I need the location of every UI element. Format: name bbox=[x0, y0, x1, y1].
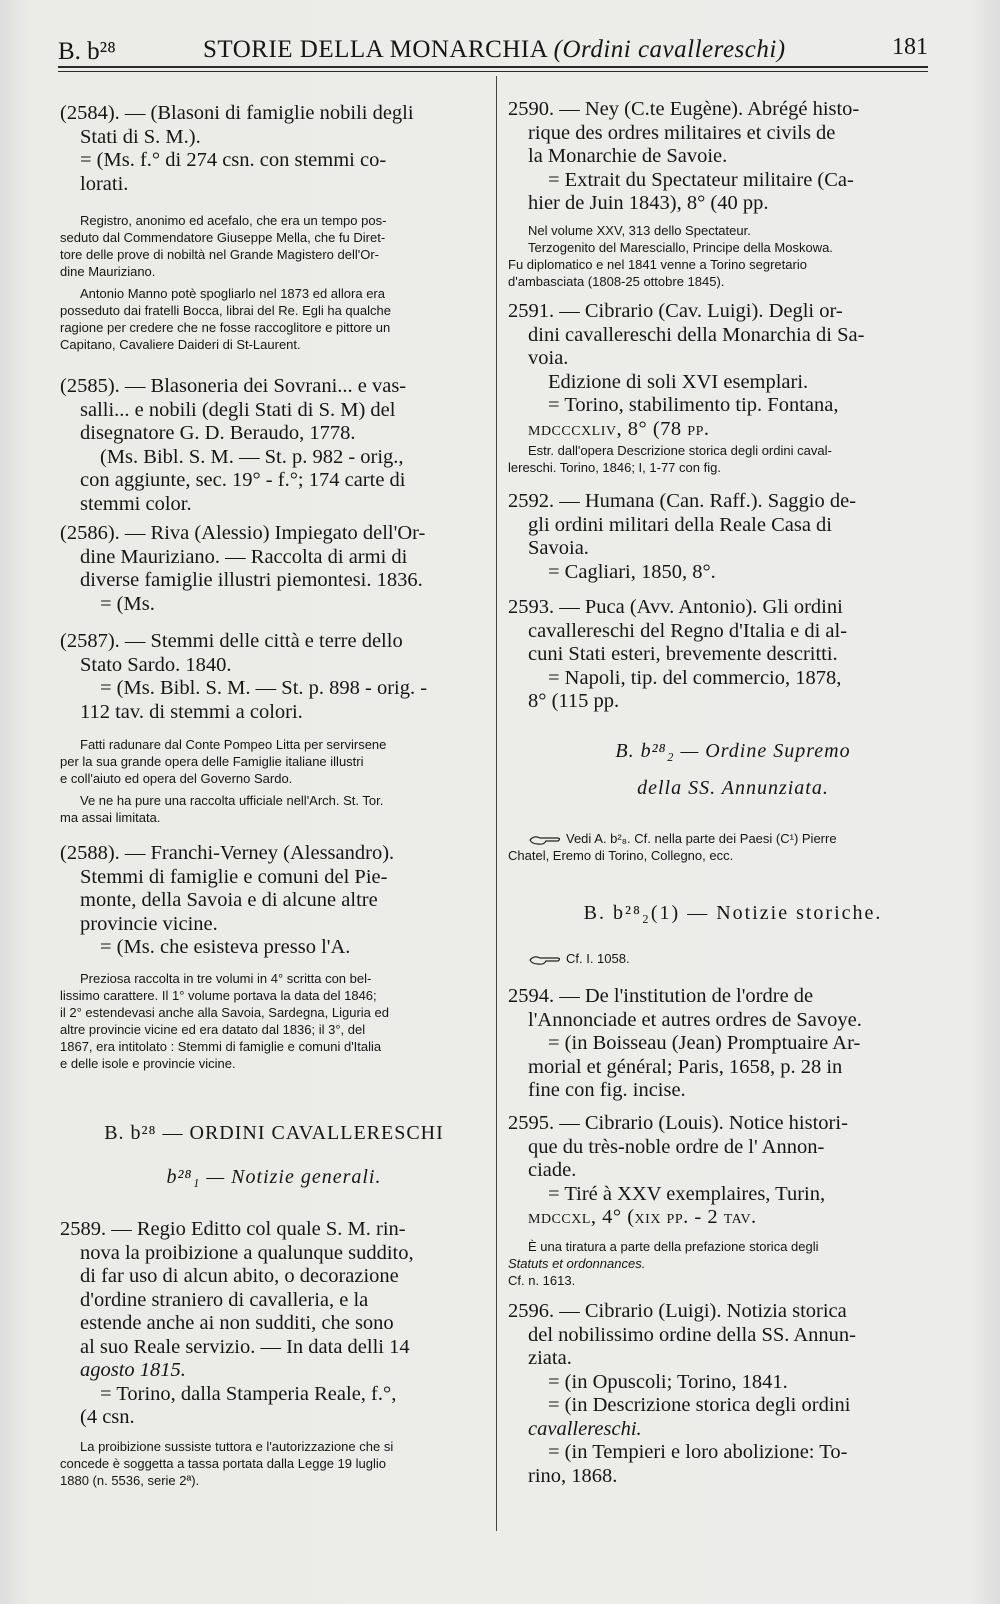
entry-line: = Torino, dalla Stamperia Reale, f.°, bbox=[100, 1382, 397, 1405]
cross-reference-2 bbox=[508, 950, 958, 967]
entry-line: (2585). — Blasoneria dei Sovrani... e vas- bbox=[60, 375, 407, 397]
note-line: ragione per credere che ne fosse raccoglitore e pittore un bbox=[60, 320, 391, 335]
running-header bbox=[58, 28, 928, 68]
entry-line: 2591. — Cibrario (Cav. Luigi). Degli or- bbox=[508, 300, 843, 322]
note-line: seduto dal Commendatore Giuseppe Mella, che fu Diret- bbox=[60, 230, 386, 245]
xref-text: Cf. I. 1058. bbox=[566, 951, 630, 966]
xref-text: Vedi A. b²₈. Cf. nella parte dei Paesi (C¹) Pierre bbox=[566, 831, 837, 846]
entry-line: = Torino, stabilimento tip. Fontana, bbox=[548, 394, 839, 416]
note-line: Preziosa raccolta in tre volumi in 4° scritta con bel- bbox=[80, 971, 372, 986]
entry-line: = (Ms. Bibl. S. M. — St. p. 898 - orig. - bbox=[100, 677, 428, 699]
entry-line: d'ordine straniero di cavalleria, e la bbox=[80, 1288, 369, 1311]
entry-line: cavallereschi del Regno d'Italia e di al- bbox=[528, 619, 848, 642]
note-line: posseduto dai fratelli Bocca, librai del Re. Egli ha qualche bbox=[60, 303, 391, 318]
note-line: dine Mauriziano. bbox=[60, 264, 156, 279]
entry-line: (2587). — Stemmi delle città e terre dello bbox=[60, 630, 403, 652]
entry-line: lorati. bbox=[80, 172, 129, 195]
header-title-main: STORIE DELLA MONARCHIA bbox=[203, 36, 547, 63]
subsection-heading-general bbox=[60, 1166, 488, 1189]
entry-line: 2590. — Ney (C.te Eugène). Abrégé histo- bbox=[508, 98, 860, 120]
entry-2596 bbox=[508, 1300, 958, 1488]
entry-line: rique des ordres militaires et civils de bbox=[528, 121, 836, 144]
entry-line: dine Mauriziano. — Raccolta di armi di bbox=[80, 545, 408, 568]
entry-line: = Cagliari, 1850, 8°. bbox=[548, 560, 716, 583]
entry-line: 2592. — Humana (Can. Raff.). Saggio de- bbox=[508, 490, 857, 512]
pointing-hand-icon bbox=[528, 834, 562, 846]
entry-line: 2595. — Cibrario (Louis). Notice histori- bbox=[508, 1112, 848, 1134]
note-line: e delle isole e provincie vicine. bbox=[60, 1056, 236, 1071]
pointing-hand-icon bbox=[528, 954, 562, 966]
entry-line: del nobilissimo ordine della SS. Annun- bbox=[528, 1323, 856, 1346]
entry-line: (2584). — (Blasoni di famiglie nobili degli bbox=[60, 102, 414, 124]
entry-line: 2596. — Cibrario (Luigi). Notizia storica bbox=[508, 1300, 847, 1322]
entry-line: Stemmi di famiglie e comuni del Pie- bbox=[80, 865, 388, 888]
entry-line: mdccxl, 4° (xix pp. - 2 tav. bbox=[528, 1206, 757, 1228]
note-line: Nel volume XXV, 313 dello Spectateur. bbox=[528, 223, 751, 238]
section-heading-orders bbox=[60, 1122, 488, 1145]
entry-line: 8° (115 pp. bbox=[528, 690, 620, 712]
entry-line: mdcccxliv, 8° (78 pp. bbox=[528, 417, 710, 440]
entry-line: con aggiunte, sec. 19° - f.°; 174 carte di bbox=[80, 469, 406, 491]
entry-line: disegnatore G. D. Beraudo, 1778. bbox=[80, 422, 356, 444]
note-2588 bbox=[60, 970, 488, 1072]
note-line: La proibizione sussiste tuttora e l'autorizzazione che si bbox=[80, 1439, 394, 1454]
note-line: È una tiratura a parte della prefazione storica degli bbox=[528, 1239, 819, 1254]
header-section-code: B. b²⁸ bbox=[58, 38, 116, 65]
entry-line: nova la proibizione a qualunque suddito, bbox=[80, 1241, 414, 1264]
entry-line: voia. bbox=[528, 347, 569, 369]
note-line: Capitano, Cavaliere Daideri di St-Laurent. bbox=[60, 337, 301, 352]
note-line: Estr. dall'opera Descrizione storica degli ordini caval- bbox=[528, 443, 832, 458]
entry-line: = (Ms. bbox=[100, 592, 155, 615]
entry-line: 2593. — Puca (Avv. Antonio). Gli ordini bbox=[508, 596, 843, 618]
entry-line: gli ordini militari della Reale Casa di bbox=[528, 513, 833, 536]
entry-line: Stati di S. M.). bbox=[80, 125, 201, 148]
entry-line: stemmi color. bbox=[80, 492, 192, 515]
entry-line: rino, 1868. bbox=[528, 1464, 618, 1487]
entry-2587 bbox=[60, 630, 488, 724]
note-line: Ve ne ha pure una raccolta ufficiale nell'Arch. St. Tor. bbox=[80, 793, 384, 808]
entry-line: Savoia. bbox=[528, 537, 589, 559]
entry-line: la Monarchie de Savoie. bbox=[528, 145, 728, 167]
entry-line: diverse famiglie illustri piemontesi. 1836. bbox=[80, 569, 423, 591]
note-line bbox=[508, 950, 958, 967]
entry-2588 bbox=[60, 842, 488, 960]
entry-line: = (in Descrizione storica degli ordini bbox=[548, 1394, 851, 1416]
subsection-title: B. b²⁸₂(1) — Notizie storiche. bbox=[583, 902, 883, 924]
note-2595 bbox=[508, 1238, 958, 1289]
note-line: Statuts et ordonnances. bbox=[508, 1256, 646, 1271]
entry-line: (2588). — Franchi-Verney (Alessandro). bbox=[60, 842, 395, 864]
entry-2589 bbox=[60, 1218, 488, 1430]
entry-line: dini cavallereschi della Monarchia di Sa- bbox=[528, 323, 865, 346]
entry-line: = Tiré à XXV exemplaires, Turin, bbox=[548, 1182, 826, 1205]
header-title bbox=[203, 36, 786, 64]
note-2591 bbox=[508, 442, 958, 476]
note-line: d'ambasciata (1808-25 ottobre 1845). bbox=[508, 274, 725, 289]
note-2584 bbox=[60, 212, 488, 353]
entry-line: que du très-noble ordre de l' Annon- bbox=[528, 1135, 825, 1158]
entry-line: = (Ms. che esisteva presso l'A. bbox=[100, 936, 351, 958]
entry-line: al suo Reale servizio. — In data delli 14 bbox=[80, 1335, 410, 1358]
note-line: Fatti radunare dal Conte Pompeo Litta per servirsene bbox=[80, 737, 387, 752]
entry-line: = Napoli, tip. del commercio, 1878, bbox=[548, 666, 842, 689]
header-title-italic: (Ordini cavallereschi) bbox=[553, 36, 786, 63]
section-title: della SS. Annunziata. bbox=[637, 777, 829, 799]
entry-line: 2589. — Regio Editto col quale S. M. rin- bbox=[60, 1218, 406, 1240]
entry-line: monte, della Savoia e di alcune altre bbox=[80, 889, 378, 911]
entry-line: agosto 1815. bbox=[80, 1359, 186, 1381]
note-line: Terzogenito del Maresciallo, Principe della Moskowa. bbox=[528, 240, 833, 255]
note-line bbox=[508, 830, 958, 847]
entry-2586 bbox=[60, 522, 488, 616]
note-line: ma assai limitata. bbox=[60, 810, 161, 825]
entry-2593 bbox=[508, 596, 958, 714]
entry-2595 bbox=[508, 1112, 958, 1230]
page-number: 181 bbox=[892, 34, 928, 60]
cross-reference-1 bbox=[508, 830, 958, 864]
entry-line: di far uso di alcun abito, o decorazione bbox=[80, 1265, 399, 1287]
entry-2592 bbox=[508, 490, 958, 584]
entry-line: cuni Stati esteri, brevemente descritti. bbox=[528, 643, 838, 665]
entry-line: = Extrait du Spectateur militaire (Ca- bbox=[548, 168, 854, 191]
entry-line: Stato Sardo. 1840. bbox=[80, 653, 232, 676]
note-line: Antonio Manno potè spogliarlo nel 1873 ed allora era bbox=[80, 286, 385, 301]
header-rule bbox=[58, 66, 928, 68]
note-line: 1880 (n. 5536, serie 2ª). bbox=[60, 1473, 200, 1488]
note-line: Cf. n. 1613. bbox=[508, 1273, 576, 1288]
column-divider bbox=[496, 76, 497, 1531]
entry-2584 bbox=[60, 102, 488, 196]
entry-line: cavallereschi. bbox=[528, 1417, 642, 1440]
note-line: altre provincie vicine ed era datato dal 1836; il 3°, del bbox=[60, 1022, 366, 1037]
entry-line: morial et général; Paris, 1658, p. 28 in bbox=[528, 1055, 843, 1078]
note-line: lereschi. Torino, 1846; I, 1-77 con fig. bbox=[508, 460, 721, 475]
note-line: concede è soggetta a tassa portata dalla Legge 19 luglio bbox=[60, 1456, 386, 1471]
note-line: Chatel, Eremo di Torino, Collegno, ecc. bbox=[508, 848, 734, 863]
entry-line: fine con fig. incise. bbox=[528, 1079, 686, 1101]
entry-line: ciade. bbox=[528, 1159, 577, 1181]
entry-line: (4 csn. bbox=[80, 1406, 135, 1428]
entry-line: = (in Boisseau (Jean) Promptuaire Ar- bbox=[548, 1032, 861, 1054]
entry-2585 bbox=[60, 375, 488, 516]
note-line: Registro, anonimo ed acefalo, che era un tempo pos- bbox=[80, 213, 387, 228]
entry-line: estende anche ai non sudditi, che sono bbox=[80, 1312, 394, 1334]
note-line: tore delle prove di nobiltà nel Grande Magistero dell'Or- bbox=[60, 247, 379, 262]
entry-line: = (in Opuscoli; Torino, 1841. bbox=[548, 1370, 788, 1393]
entry-line: salli... e nobili (degli Stati di S. M) del bbox=[80, 398, 396, 421]
entry-line: 2594. — De l'institution de l'ordre de bbox=[508, 985, 814, 1007]
entry-2591 bbox=[508, 300, 958, 441]
subsection-heading-storiche bbox=[508, 902, 958, 925]
section-heading-annunziata bbox=[508, 740, 958, 800]
entry-line: Edizione di soli XVI esemplari. bbox=[548, 370, 809, 393]
entry-line: 112 tav. di stemmi a colori. bbox=[80, 700, 303, 723]
entry-line: provincie vicine. bbox=[80, 912, 218, 935]
note-line: lissimo carattere. Il 1° volume portava la data del 1846; bbox=[60, 988, 377, 1003]
note-2589 bbox=[60, 1438, 488, 1489]
note-line: Fu diplomatico e nel 1841 venne a Torino segretario bbox=[508, 257, 807, 272]
note-line: per la sua grande opera delle Famiglie italiane illustri bbox=[60, 754, 364, 769]
section-title: B. b²⁸₂ — Ordine Supremo bbox=[615, 740, 851, 762]
entry-2594 bbox=[508, 985, 958, 1103]
entry-line: (2586). — Riva (Alessio) Impiegato dell'Or- bbox=[60, 522, 426, 544]
entry-line: = (Ms. f.° di 274 csn. con stemmi co- bbox=[80, 149, 387, 171]
subsection-title: b²⁸₁ — Notizie generali. bbox=[166, 1166, 382, 1188]
entry-line: hier de Juin 1843), 8° (40 pp. bbox=[528, 192, 769, 214]
header-rule-thin bbox=[58, 71, 928, 72]
note-line: il 2° estendevasi anche alla Savoia, Sardegna, Liguria ed bbox=[60, 1005, 389, 1020]
entry-2590 bbox=[508, 98, 958, 216]
note-line: e coll'aiuto ed opera del Governo Sardo. bbox=[60, 771, 293, 786]
note-line: 1867, era intitolato : Stemmi di famiglie e comuni d'Italia bbox=[60, 1039, 382, 1054]
entry-line: l'Annonciade et autres ordres de Savoye. bbox=[528, 1008, 862, 1031]
entry-line: = (in Tempieri e loro abolizione: To- bbox=[548, 1441, 848, 1463]
entry-line: ziata. bbox=[528, 1347, 572, 1369]
note-2590 bbox=[508, 222, 958, 290]
entry-line: (Ms. Bibl. S. M. — St. p. 982 - orig., bbox=[100, 445, 404, 468]
section-title: B. b²⁸ — ORDINI CAVALLERESCHI bbox=[104, 1122, 444, 1144]
note-2587 bbox=[60, 736, 488, 826]
